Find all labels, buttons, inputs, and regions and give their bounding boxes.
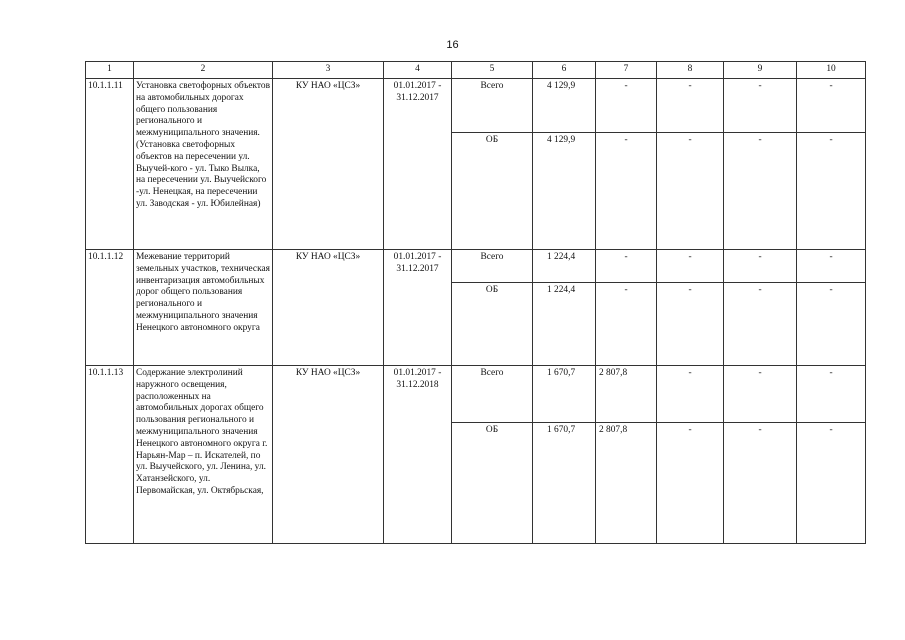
value-col10: -: [797, 423, 866, 544]
value-col9: -: [724, 423, 797, 544]
table-row: [86, 366, 866, 423]
row-executor: КУ НАО «ЦСЗ»: [273, 366, 384, 544]
source-ob: ОБ: [452, 423, 533, 544]
header-cell: 2: [134, 62, 273, 79]
row-code: 10.1.1.12: [86, 250, 134, 366]
value-col10: -: [797, 283, 866, 366]
header-cell: 9: [724, 62, 797, 79]
source-total: Всего: [452, 250, 533, 283]
value-col8: -: [657, 250, 724, 283]
value-col8: -: [657, 423, 724, 544]
value-col6: 1 224,4: [533, 283, 596, 366]
value-col6: 4 129,9: [533, 79, 596, 133]
value-col9: -: [724, 79, 797, 133]
table-row: [86, 79, 866, 133]
value-col7: -: [596, 79, 657, 133]
source-ob: ОБ: [452, 133, 533, 250]
row-name: Межевание территорий земельных участков, техническая инвентаризация автомобильных дорог общего пользования регионального и межмуниципального значения Ненецкого автономного округа: [134, 250, 273, 366]
header-cell: 3: [273, 62, 384, 79]
value-col6: 1 224,4: [533, 250, 596, 283]
page-number: 16: [446, 39, 459, 51]
source-total: Всего: [452, 79, 533, 133]
row-code: 10.1.1.13: [86, 366, 134, 544]
value-col7: 2 807,8: [596, 423, 657, 544]
value-col10: -: [797, 133, 866, 250]
value-col9: -: [724, 250, 797, 283]
header-cell: 6: [533, 62, 596, 79]
value-col10: -: [797, 79, 866, 133]
value-col9: -: [724, 366, 797, 423]
value-col8: -: [657, 79, 724, 133]
header-cell: 1: [86, 62, 134, 79]
source-total: Всего: [452, 366, 533, 423]
header-cell: 5: [452, 62, 533, 79]
value-col10: -: [797, 250, 866, 283]
value-col8: -: [657, 366, 724, 423]
header-row: [86, 62, 866, 79]
value-col8: -: [657, 133, 724, 250]
row-period: 01.01.2017 - 31.12.2018: [384, 366, 452, 544]
header-cell: 4: [384, 62, 452, 79]
value-col9: -: [724, 133, 797, 250]
row-name: Содержание электролиний наружного освещения, расположенных на автомобильных дорогах общего пользования регионального и межмуниципального значения Ненецкого автономного округа г. Нарьян-Мар – п. Искателей, по ул. Выучейского, ул. Ленина, ул. Хатанзейского, ул. Первомайская, ул. Октябрьская,: [134, 366, 273, 544]
row-period: 01.01.2017 - 31.12.2017: [384, 250, 452, 366]
header-cell: 7: [596, 62, 657, 79]
value-col7: 2 807,8: [596, 366, 657, 423]
table-row: [86, 250, 866, 283]
value-col6: 4 129,9: [533, 133, 596, 250]
value-col7: -: [596, 283, 657, 366]
row-executor: КУ НАО «ЦСЗ»: [273, 250, 384, 366]
value-col8: -: [657, 283, 724, 366]
value-col7: -: [596, 133, 657, 250]
header-cell: 10: [797, 62, 866, 79]
row-code: 10.1.1.11: [86, 79, 134, 250]
row-name: Установка светофорных объектов на автомобильных дорогах общего пользования регионального и межмуниципального значения. (Установка светофорных объектов на пересечении ул. Выучей-кого - ул. Тыко Вылка, на пересечении ул. Выучейского -ул. Ненецкая, на пересечении ул. Заводская - ул. Юбилейная): [134, 79, 273, 250]
source-ob: ОБ: [452, 283, 533, 366]
row-period: 01.01.2017 - 31.12.2017: [384, 79, 452, 250]
value-col6: 1 670,7: [533, 423, 596, 544]
program-table: [85, 61, 866, 544]
header-cell: 8: [657, 62, 724, 79]
value-col10: -: [797, 366, 866, 423]
value-col9: -: [724, 283, 797, 366]
value-col7: -: [596, 250, 657, 283]
row-executor: КУ НАО «ЦСЗ»: [273, 79, 384, 250]
value-col6: 1 670,7: [533, 366, 596, 423]
